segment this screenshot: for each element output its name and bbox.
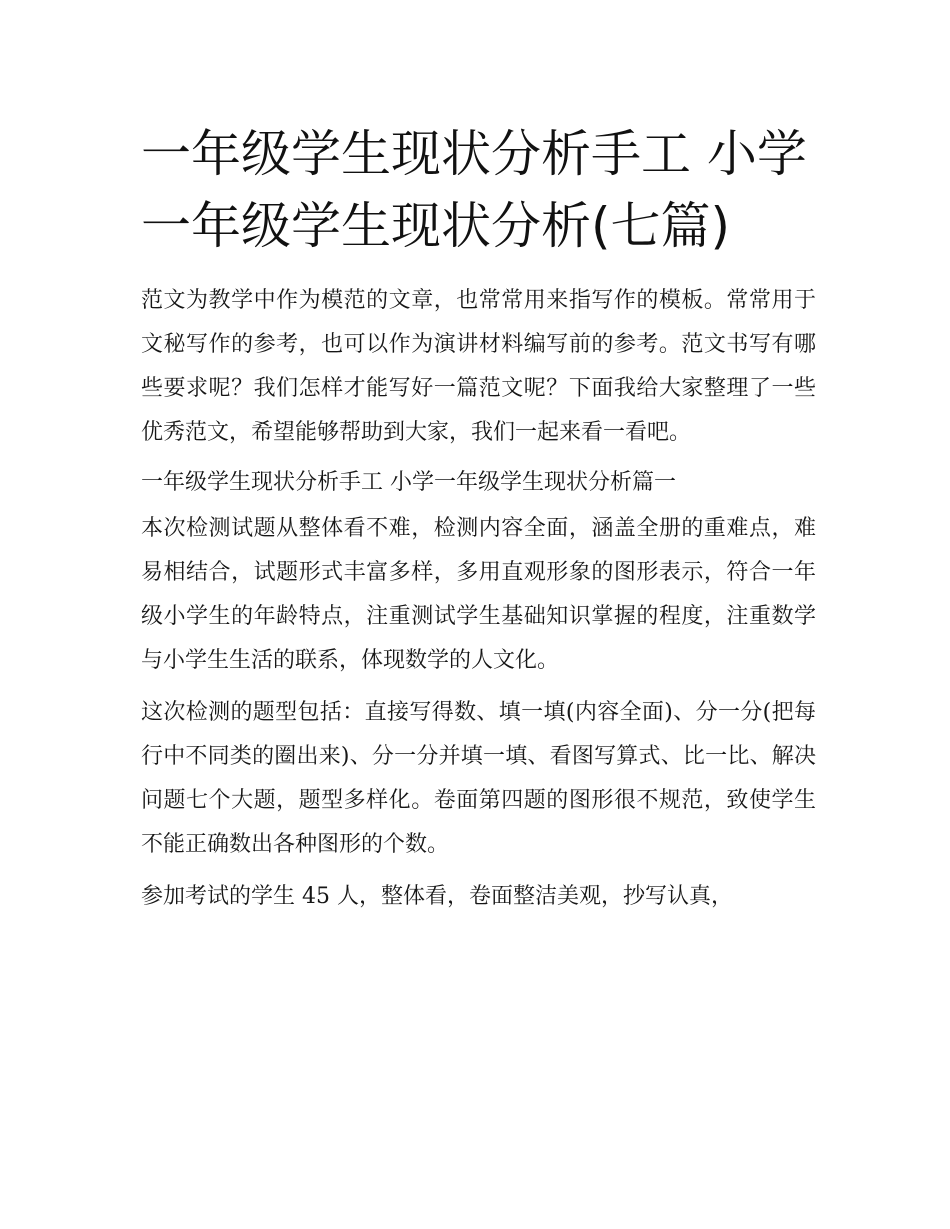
section-heading: 一年级学生现状分析手工 小学一年级学生现状分析篇一 bbox=[141, 470, 676, 495]
body-paragraph: 本次检测试题从整体看不难，检测内容全面，涵盖全册的重难点，难易相结合，试题形式丰富多样，多用直观形象的图形表示，符合一年级小学生的年龄特点，注重测试学生基础知识掌握的程度，注重数学与小学生生活的联系，体现数学的人文化。 bbox=[141, 516, 816, 673]
intro-paragraph: 范文为教学中作为模范的文章，也常常用来指写作的模板。常常用于文秘写作的参考，也可以作为演讲材料编写前的参考。范文书写有哪些要求呢？我们怎样才能写好一篇范文呢？下面我给大家整理了一些优秀范文，希望能够帮助到大家，我们一起来看一看吧。 bbox=[141, 288, 816, 445]
document-body bbox=[141, 118, 816, 919]
document-title: 一年级学生现状分析手工 小学一年级学生现状分析(七篇) bbox=[141, 125, 807, 255]
body-paragraph: 这次检测的题型包括：直接写得数、填一填(内容全面)、分一分(把每行中不同类的圈出来)、分一分并填一填、看图写算式、比一比、解决问题七个大题，题型多样化。卷面第四题的图形很不规范，致使学生不能正确数出各种图形的个数。 bbox=[141, 700, 816, 857]
body-paragraph: 参加考试的学生 45 人，整体看，卷面整洁美观，抄写认真， bbox=[141, 884, 733, 909]
